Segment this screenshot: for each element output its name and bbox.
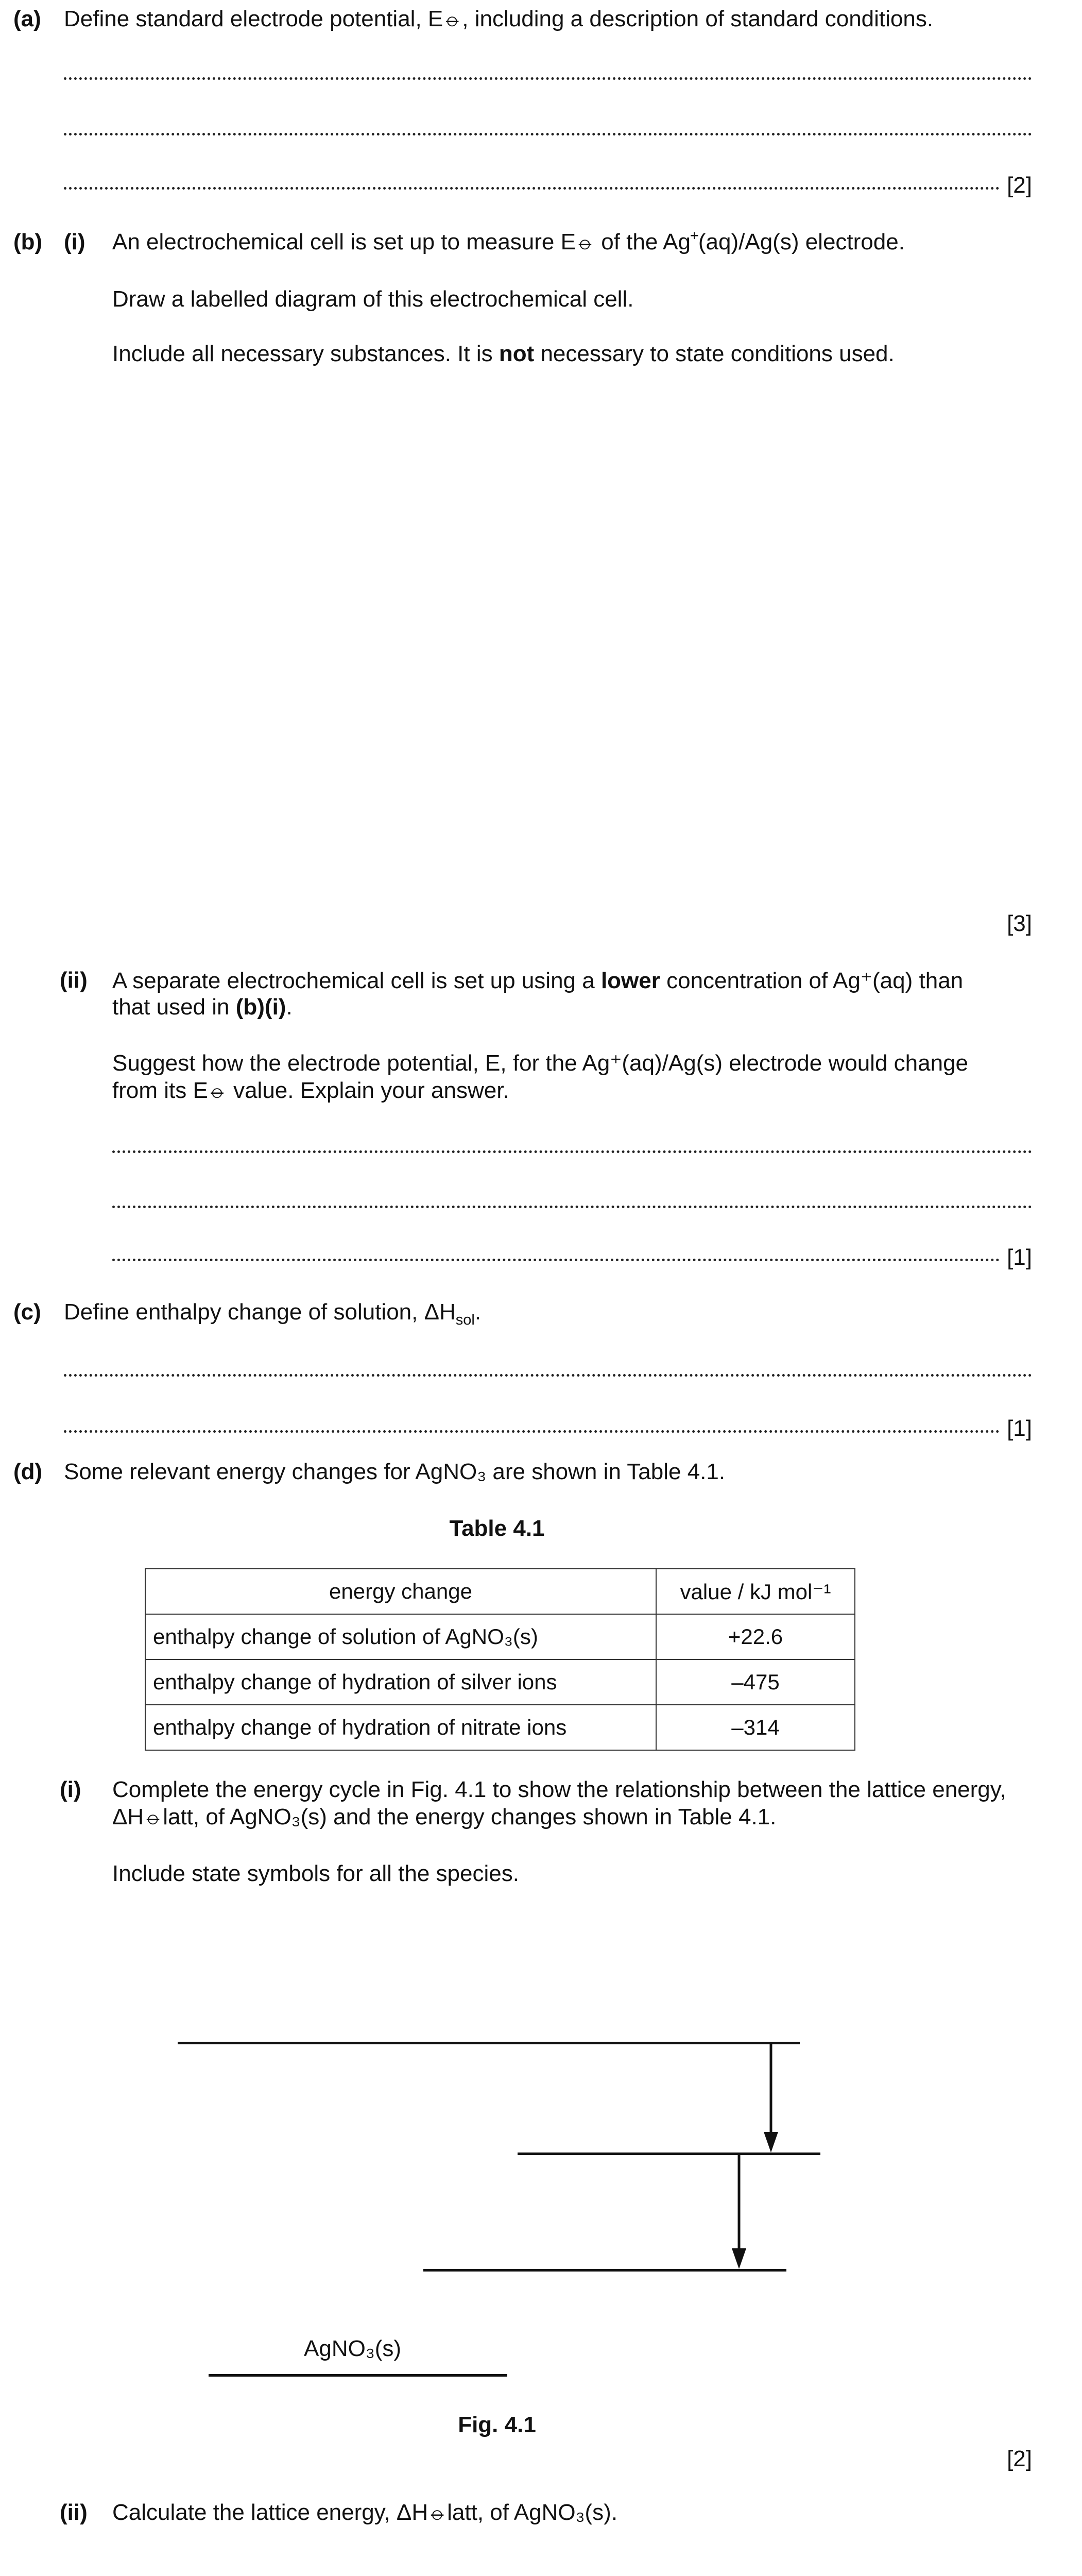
marks-b-ii: [1] <box>1007 1245 1032 1270</box>
marks-b-i: [3] <box>1007 911 1032 936</box>
part-b-i-label: (i) <box>64 229 85 255</box>
part-d-i-line1: Complete the energy cycle in Fig. 4.1 to show the relationship between the lattice energy, <box>112 1777 1006 1802</box>
marks-a: [2] <box>1007 173 1032 198</box>
fig-caption: Fig. 4.1 <box>458 2412 536 2437</box>
part-b-ii-line3: Suggest how the electrode potential, E, for the Ag⁺(aq)/Ag(s) electrode would change <box>112 1050 969 1076</box>
part-a-question: Define standard electrode potential, E⦵, including a description of standard conditions. <box>64 6 934 31</box>
part-c-label: (c) <box>13 1299 41 1325</box>
table-header-value: value / kJ mol⁻¹ <box>656 1569 855 1614</box>
part-b-i-line1: An electrochemical cell is set up to measure E⦵ of the Ag⁺(aq)/Ag(s) electrode. <box>112 229 905 255</box>
table-cell: enthalpy change of solution of AgNO₃(s) <box>145 1614 656 1659</box>
part-b-label: (b) <box>13 229 43 255</box>
part-b-ii-line1: A separate electrochemical cell is set up using a lower concentration of Ag⁺(aq) than <box>112 968 964 993</box>
part-b-i-line2: Draw a labelled diagram of this electrochemical cell. <box>112 286 634 312</box>
working-area[interactable] <box>112 2550 1032 2576</box>
part-d-ii-question: Calculate the lattice energy, ΔH⦵latt, of AgNO₃(s). <box>112 2500 618 2525</box>
part-d-label: (d) <box>13 1459 43 1484</box>
table-cell: +22.6 <box>656 1614 855 1659</box>
part-d-intro: Some relevant energy changes for AgNO₃ are shown in Table 4.1. <box>64 1459 726 1484</box>
table-cell: enthalpy change of hydration of nitrate ions <box>145 1705 656 1750</box>
part-d-i-line3: Include state symbols for all the species. <box>112 1861 519 1886</box>
part-b-ii-label: (ii) <box>60 968 88 993</box>
marks-d-i: [2] <box>1007 2446 1032 2471</box>
part-c-question: Define enthalpy change of solution, $\Delta H_{sol}$. <box>64 1299 482 1328</box>
part-d-i-label: (i) <box>60 1777 81 1802</box>
part-b-ii-line2: that used in (b)(i). <box>112 994 293 1020</box>
table-cell: –475 <box>656 1659 855 1705</box>
arrow-down-head <box>764 2132 778 2153</box>
part-d-i-line2: ΔH⦵latt, of AgNO₃(s) and the energy changes shown in Table 4.1. <box>112 1804 777 1829</box>
table-cell: –314 <box>656 1705 855 1750</box>
part-a-label: (a) <box>13 6 41 31</box>
table-header-energy-change: energy change <box>145 1569 656 1614</box>
part-b-i-line3: Include all necessary substances. It is not necessary to state conditions used. <box>112 341 895 366</box>
marks-c: [1] <box>1007 1416 1032 1441</box>
table-cell: enthalpy change of hydration of silver ions <box>145 1659 656 1705</box>
part-b-ii-line4: from its E⦵ value. Explain your answer. <box>112 1078 509 1103</box>
part-d-ii-label: (ii) <box>60 2500 88 2525</box>
arrow-down-head <box>732 2248 746 2269</box>
fig-species-agno3: AgNO₃(s) <box>304 2336 402 2361</box>
table-title: Table 4.1 <box>449 1516 545 1541</box>
